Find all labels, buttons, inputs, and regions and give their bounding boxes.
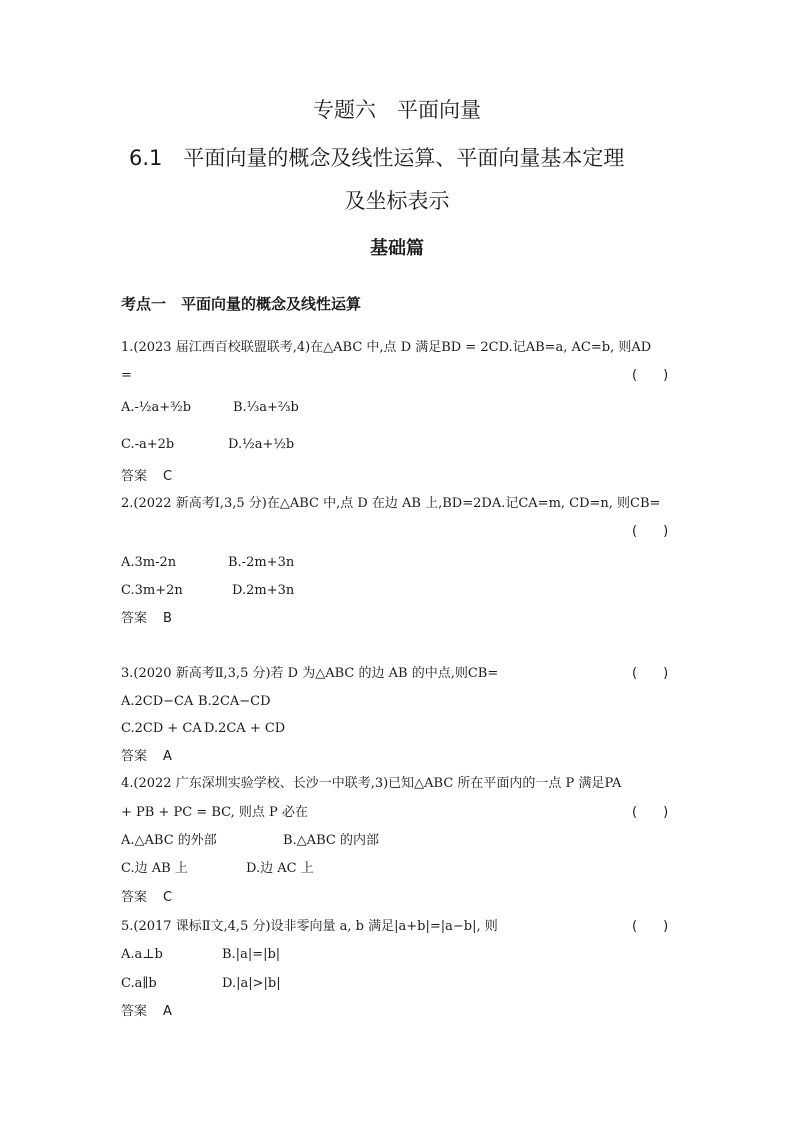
level-heading: 基础篇	[370, 238, 424, 259]
question-1-stem-end: =	[121, 368, 132, 383]
question-1-option-a: A.-½a+³⁄₂b	[121, 400, 192, 415]
question-1-option-d: D.½a+½b	[228, 437, 295, 452]
question-2-answer-label: 答案	[121, 611, 148, 626]
question-5-bracket: ( )	[632, 919, 669, 934]
question-3-option-c: C.2CD + CA	[121, 721, 202, 736]
question-1-option-c: C.-a+2b	[121, 437, 175, 452]
question-4-bracket: ( )	[632, 805, 669, 820]
question-4-stem: 4.(2022 广东深圳实验学校、长沙一中联考,3)已知△ABC 所在平面内的一点 P 满足PA	[121, 776, 622, 791]
section-title: 6.1 平面向量的概念及线性运算、平面向量基本定理	[129, 146, 625, 170]
question-5-option-c: C.a∥b	[121, 976, 157, 991]
question-5-option-b: B.|a|=|b|	[222, 947, 281, 962]
question-1-answer-label: 答案	[121, 469, 148, 484]
kaodian-heading: 考点一 平面向量的概念及线性运算	[121, 295, 362, 313]
question-4-option-c: C.边 AB 上	[121, 861, 188, 876]
question-3-option-a: A.2CD−CA	[121, 694, 194, 709]
question-5-option-d: D.|a|>|b|	[222, 976, 281, 991]
question-3-answer: A	[163, 749, 172, 764]
question-3-bracket: ( )	[632, 666, 669, 681]
question-2-option-b: B.-2m+3n	[228, 555, 295, 570]
question-5-answer-label: 答案	[121, 1004, 148, 1019]
topic-title: 专题六 平面向量	[313, 98, 481, 122]
section-title-cont: 及坐标表示	[344, 189, 450, 213]
question-3-stem: 3.(2020 新高考Ⅱ,3,5 分)若 D 为△ABC 的边 AB 的中点,则CB=	[121, 666, 499, 681]
question-5-option-a: A.a⊥b	[121, 947, 163, 962]
question-2-option-a: A.3m-2n	[121, 555, 177, 570]
question-1-stem: 1.(2023 届江西百校联盟联考,4)在△ABC 中,点 D 满足BD = 2CD.记AB=a, AC=b, 则AD	[121, 340, 652, 355]
question-2-option-d: D.2m+3n	[232, 583, 295, 598]
question-4-answer: C	[163, 890, 173, 905]
question-3-option-d: D.2CA + CD	[204, 721, 286, 736]
question-2-bracket: ( )	[632, 524, 669, 539]
question-1-answer: C	[163, 469, 173, 484]
question-3-answer-label: 答案	[121, 749, 148, 764]
question-5-stem: 5.(2017 课标Ⅱ文,4,5 分)设非零向量 a, b 满足|a+b|=|a−b|, 则	[121, 919, 498, 934]
question-3-option-b: B.2CA−CD	[198, 694, 271, 709]
question-4-option-b: B.△ABC 的内部	[283, 833, 379, 848]
question-2-stem: 2.(2022 新高考Ⅰ,3,5 分)在△ABC 中,点 D 在边 AB 上,BD=2DA.记CA=m, CD=n, 则CB=	[121, 496, 661, 511]
question-1-bracket: ( )	[632, 368, 669, 383]
question-4-answer-label: 答案	[121, 890, 148, 905]
question-5-answer: A	[163, 1004, 172, 1019]
question-4-stem-cont: + PB + PC = BC, 则点 P 必在	[121, 805, 308, 820]
question-4-option-d: D.边 AC 上	[246, 861, 314, 876]
question-2-answer: B	[163, 611, 172, 626]
question-2-option-c: C.3m+2n	[121, 583, 183, 598]
question-1-option-b: B.⅓a+⅔b	[233, 400, 299, 415]
question-4-option-a: A.△ABC 的外部	[121, 833, 217, 848]
